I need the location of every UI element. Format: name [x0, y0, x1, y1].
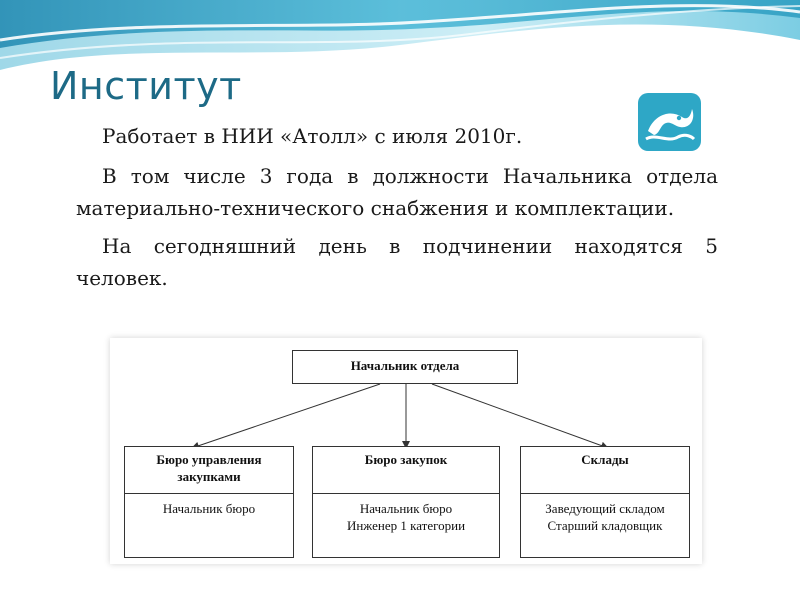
staff-item: Заведующий складом	[545, 501, 665, 516]
paragraph-3: На сегодняшний день в подчинении находятся 5 человек.	[76, 234, 718, 290]
slide-title: Институт	[50, 64, 242, 108]
department-staff	[313, 493, 499, 560]
connector-right	[432, 384, 608, 448]
connector-left	[192, 384, 380, 448]
department-box	[312, 446, 500, 558]
department-staff	[521, 493, 689, 560]
paragraph-2: В том числе 3 года в должности Начальника отдела материально-технического снабжения и комплектации.	[76, 164, 718, 220]
staff-item: Начальник бюро	[162, 501, 256, 516]
department-name: Склады	[581, 452, 629, 467]
staff-item: Начальник бюро	[359, 501, 453, 516]
org-chart	[110, 338, 702, 564]
staff-item: Инженер 1 категории	[346, 518, 466, 533]
staff-item: Старший кладовщик	[547, 518, 663, 533]
department-name: Бюро закупок	[364, 452, 448, 467]
chart-head-box: Начальник отдела	[292, 350, 518, 384]
department-box	[124, 446, 294, 558]
slide-body	[76, 120, 718, 300]
department-staff	[125, 493, 293, 560]
paragraph-1: Работает в НИИ «Атолл» с июля 2010г.	[102, 124, 523, 148]
department-name: Бюро управления закупками	[156, 452, 262, 484]
department-box	[520, 446, 690, 558]
